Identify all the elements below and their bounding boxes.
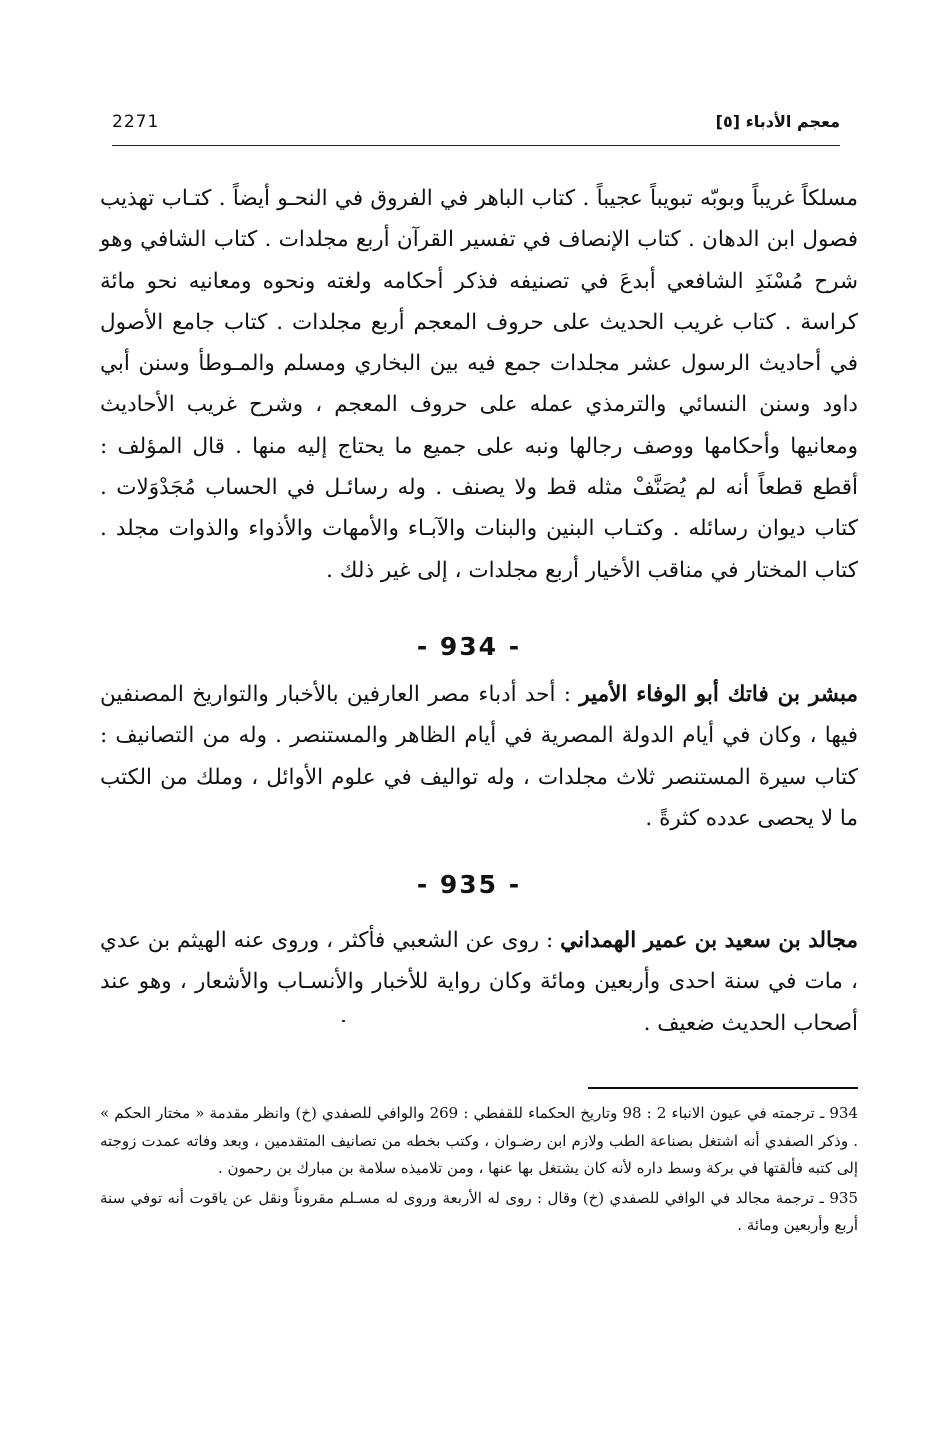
- book-title: معجم الأدباء [٥]: [715, 112, 840, 131]
- entry-number-935: - 935 -: [416, 870, 522, 899]
- entry-935-name: مجالد بن سعيد بن عمير الهمداني: [560, 928, 858, 953]
- stray-mark: [342, 1020, 345, 1022]
- entry-number-934: - 934 -: [416, 632, 522, 661]
- entry-934-text: : أحد أدباء مصر العارفين بالأخبار والتواريخ المصنفين فيها ، وكان في أيام الدولة المصرية في أيام الظاهر والمستنصر . وله من التصانيف : كتاب سيرة المستنصر ثلاث مجلدات ، وله تواليف في علوم الأوائل ، وملك من الكتب ما لا يحصى عدده كثرةً .: [100, 682, 858, 831]
- continued-paragraph: مسلكاً غريباً وبوبّه تبويباً عجيباً . كتاب الباهر في الفروق في النحـو أيضاً . كتـاب تهذيب فصول ابن الدهان . كتاب الإنصاف في تفسير القرآن أربع مجلدات . كتاب الشافي وهو شرح مُسْنَدِ الشافعي أبدعَ في تصنيفه فذكر أحكامه ولغته ونحوه ومعانيه نحو مائة كراسة . كتاب غريب الحديث على حروف المعجم أربع مجلدات . كتاب جامع الأصول في أحاديث الرسول عشر مجلدات جمع فيه بين البخاري ومسلم والمـوطأ وسنن أبي داود وسنن النسائي والترمذي عمله على حروف المعجم ، وشرح غريب الأحاديث ومعانيها وأحكامها ووصف رجالها ونبه على جميع ما يحتاج إليه منها . قال المؤلف : أقطع قطعاً أنه لم يُصَنَّفْ مثله قط ولا يصنف . وله رسائـل في الحساب مُجَدْوَلات . كتاب ديوان رسائله . وكتـاب البنين والبنات والآبـاء والأمهات والأذواء والذوات مجلد . كتاب المختار في مناقب الأخيار أربع مجلدات ، إلى غير ذلك .: [100, 186, 858, 583]
- footnote-rule: [588, 1087, 858, 1089]
- continued-entry: [100, 178, 858, 591]
- page-number: 2271: [112, 112, 160, 132]
- footnote-935: 935 ـ ترجمة مجالد في الوافي للصفدي (خ) وقال : روى له الأربعة وروى له مسـلم مقروناً ونقل عن ياقوت أنه توفي سنة أربع وأربعين ومائة .: [100, 1188, 858, 1234]
- entry-934: [100, 674, 858, 839]
- header-rule: [112, 145, 840, 146]
- entry-935-text: : روى عن الشعبي فأكثر ، وروى عنه الهيثم بن عدي ، مات في سنة احدى وأربعين ومائة وكان رواية للأخبار والأنسـاب والأشعار ، وهو عند أصحاب الحديث ضعيف .: [100, 928, 858, 1036]
- running-head: [112, 112, 840, 144]
- entry-934-name: مبشر بن فاتك أبو الوفاء الأمير: [579, 682, 858, 707]
- entry-935-paragraph: [100, 920, 858, 1044]
- entry-935: [100, 920, 858, 1044]
- footnotes: [100, 1100, 858, 1242]
- footnote-934: 934 ـ ترجمته في عيون الانباء 2 : 98 وتاريخ الحكماء للقفطي : 269 والوافي للصفدي (خ) وانظر مقدمة « مختار الحكم » . وذكر الصفدي أنه اشتغل بصناعة الطب ولازم ابن رضـوان ، وكتب بخطه من تصانيف المتقدمين ، وبعد وفاته عمدت زوجته إلى كتبه فألقتها في بركة وسط داره لأنه كان يشتغل بها عنها ، ومن تلاميذه سلامة بن مبارك بن رحمون .: [100, 1104, 858, 1177]
- entry-934-paragraph: [100, 674, 858, 839]
